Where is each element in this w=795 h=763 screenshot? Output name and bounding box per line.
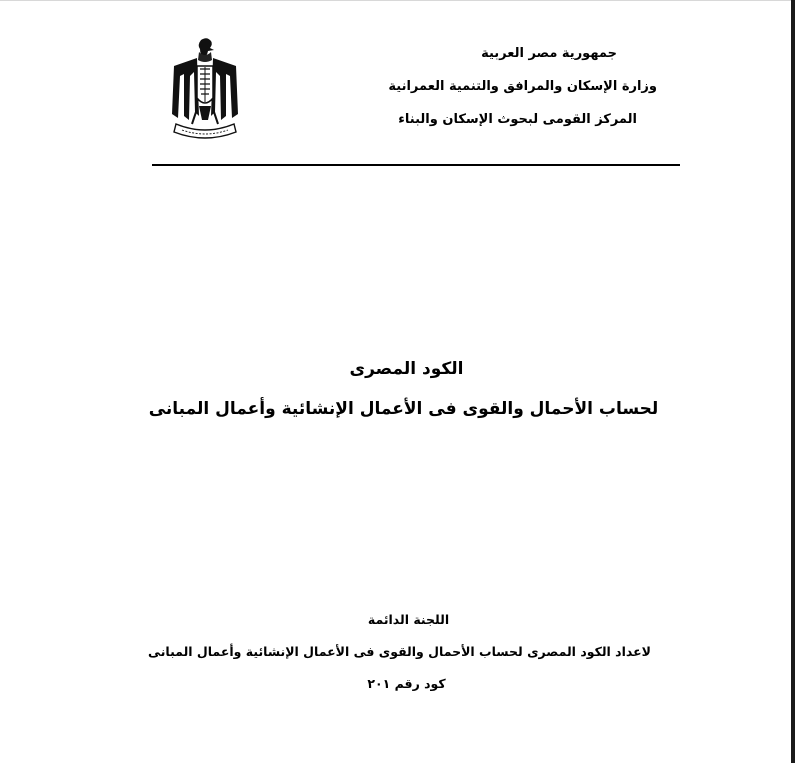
country-name: جمهورية مصر العربية [481,46,617,61]
letterhead [237,44,657,130]
committee-purpose: لاعداد الكود المصرى لحساب الأحمال والقوى فى الأعمال الإنشائية وأعمال المبانى [148,644,651,659]
document-title-block [0,356,795,422]
header-divider [152,164,680,166]
document-title: الكود المصرى [349,359,464,379]
committee-block [0,611,795,693]
committee-name: اللجنة الدائمة [367,612,450,627]
egypt-eagle-emblem-icon [166,36,244,140]
page-top-edge [0,0,795,1]
ministry-name: وزارة الإسكان والمرافق والتنمية العمرانية [388,79,657,94]
code-number: كود رقم ٢٠١ [367,676,446,691]
document-subtitle: لحساب الأحمال والقوى فى الأعمال الإنشائية وأعمال المبانى [148,399,659,419]
research-center-name: المركز القومى لبحوث الإسكان والبناء [398,112,637,127]
